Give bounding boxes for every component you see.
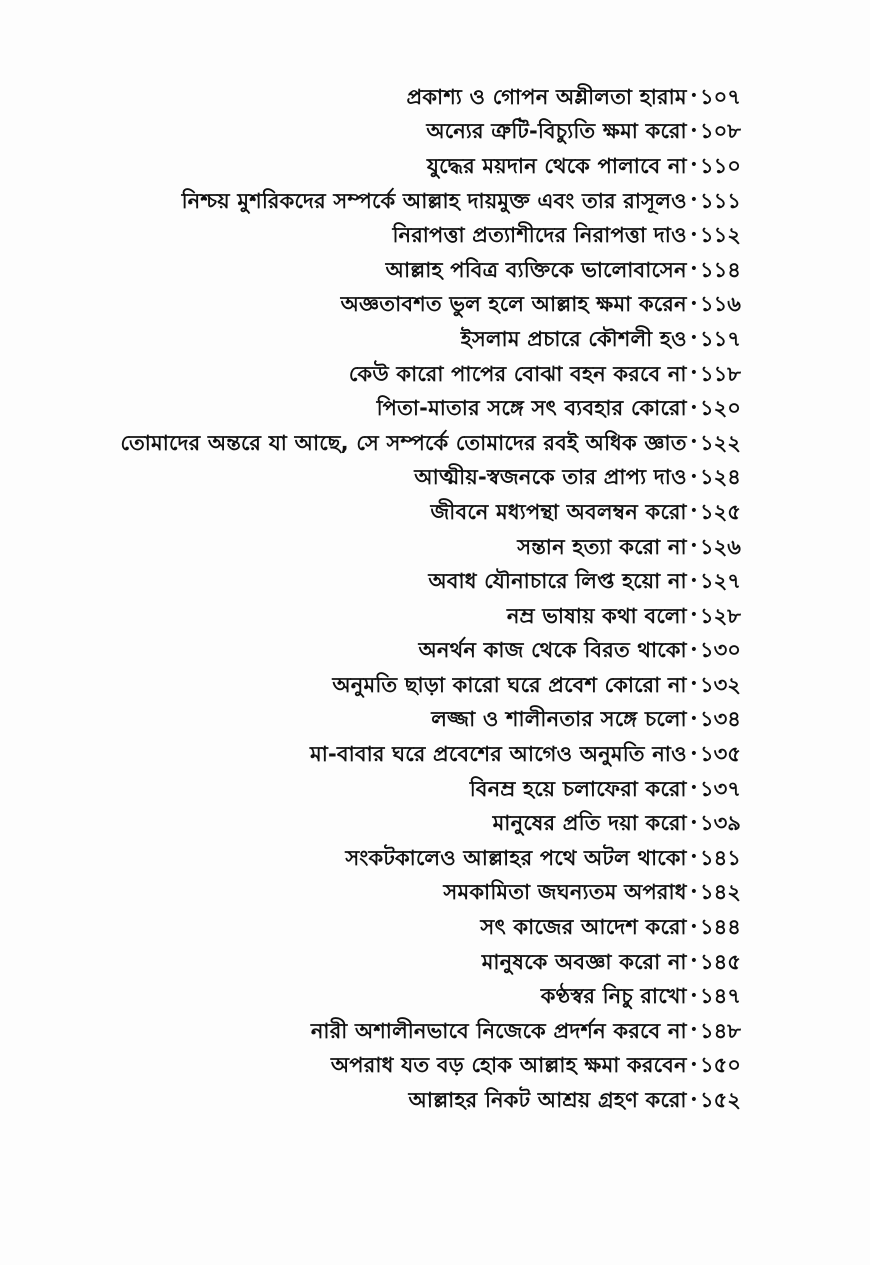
toc-entry-title: কেউ কারো পাপের বোঝা বহন করবে না (348, 361, 687, 386)
toc-bullet: • (689, 607, 698, 624)
toc-entry-title: নিরাপত্তা প্রত্যাশীদের নিরাপত্তা দাও (392, 223, 687, 248)
toc-entry-title: ইসলাম প্রচারে কৌশলী হও (460, 326, 687, 351)
toc-entry-title: কণ্ঠস্বর নিচু রাখো (540, 984, 687, 1009)
toc-entry-page-number: ১২২ (700, 430, 741, 455)
toc-entry[interactable] (40, 495, 760, 530)
toc-entry-page-number: ১১৭ (700, 326, 741, 351)
toc-bullet: • (689, 1022, 698, 1039)
toc-bullet: • (689, 883, 698, 900)
toc-entry[interactable] (40, 599, 760, 634)
toc-entry[interactable] (40, 184, 760, 219)
toc-entry[interactable] (40, 461, 760, 496)
toc-entry[interactable] (40, 1014, 760, 1049)
toc-entry-title: প্রকাশ্য ও গোপন অশ্লীলতা হারাম (406, 84, 687, 109)
toc-bullet: • (689, 503, 698, 520)
toc-entry-page-number: ১২৫ (700, 499, 741, 524)
toc-entry[interactable] (40, 979, 760, 1014)
toc-entry-page-number: ১৩৭ (700, 776, 741, 801)
toc-entry-title: আল্লাহ পবিত্র ব্যক্তিকে ভালোবাসেন (385, 257, 687, 282)
toc-entry-page-number: ১৫০ (700, 1053, 741, 1078)
toc-entry[interactable] (40, 668, 760, 703)
toc-entry-title: অনর্থন কাজ থেকে বিরত থাকো (418, 638, 687, 663)
toc-entry-title: সৎ কাজের আদেশ করো (480, 915, 687, 940)
toc-bullet: • (689, 88, 698, 105)
toc-entry[interactable] (40, 876, 760, 911)
toc-entry-title: পিতা-মাতার সঙ্গে সৎ ব্যবহার কোরো (376, 396, 687, 421)
toc-entry-page-number: ১১২ (700, 223, 741, 248)
toc-entry[interactable] (40, 945, 760, 980)
toc-entry-title: নম্র ভাষায় কথা বলো (506, 603, 687, 628)
toc-entry-title: লজ্জা ও শালীনতার সঙ্গে চলো (431, 707, 687, 732)
toc-bullet: • (689, 399, 698, 416)
toc-entry[interactable] (40, 703, 760, 738)
toc-entry-page-number: ১২৮ (700, 603, 741, 628)
toc-entry-title: অপরাধ যত বড় হোক আল্লাহ ক্ষমা করবেন (330, 1053, 687, 1078)
toc-entry[interactable] (40, 357, 760, 392)
toc-entry-page-number: ১৪২ (700, 880, 741, 905)
toc-bullet: • (689, 1091, 698, 1108)
toc-bullet: • (689, 918, 698, 935)
toc-entry-title: অজ্ঞতাবশত ভুল হলে আল্লাহ ক্ষমা করেন (340, 292, 687, 317)
toc-entry[interactable] (40, 564, 760, 599)
toc-entry-title: অনুমতি ছাড়া কারো ঘরে প্রবেশ কোরো না (332, 672, 687, 697)
toc-entry[interactable] (40, 772, 760, 807)
toc-entry-title: আল্লাহর নিকট আশ্রয় গ্রহণ করো (408, 1088, 687, 1113)
toc-bullet: • (689, 468, 698, 485)
toc-entry-page-number: ১৩০ (700, 638, 741, 663)
toc-entry[interactable] (40, 634, 760, 669)
toc-entry-title: আত্মীয়-স্বজনকে তার প্রাপ্য দাও (414, 465, 687, 490)
toc-bullet: • (689, 849, 698, 866)
toc-entry[interactable] (40, 806, 760, 841)
toc-entry-page-number: ১১১ (700, 188, 741, 213)
toc-entry-title: মা-বাবার ঘরে প্রবেশের আগেও অনুমতি নাও (310, 742, 687, 767)
toc-entry-title: সমকামিতা জঘন্যতম অপরাধ (443, 880, 687, 905)
toc-entry[interactable] (40, 426, 760, 461)
toc-entry-title: অবাধ যৌনাচারে লিপ্ত হয়ো না (428, 569, 687, 594)
toc-bullet: • (689, 157, 698, 174)
toc-entry-page-number: ১৫২ (700, 1088, 741, 1113)
toc-bullet: • (689, 330, 698, 347)
toc-entry-page-number: ১৪৮ (700, 1018, 741, 1043)
toc-entry-page-number: ১২৭ (700, 569, 741, 594)
toc-entry-page-number: ১৩২ (700, 672, 741, 697)
toc-entry[interactable] (40, 391, 760, 426)
toc-entry-title: নারী অশালীনভাবে নিজেকে প্রদর্শন করবে না (310, 1018, 687, 1043)
toc-bullet: • (689, 538, 698, 555)
toc-entry-title: যুদ্ধের ময়দান থেকে পালাবে না (426, 153, 687, 178)
toc-bullet: • (689, 365, 698, 382)
toc-bullet: • (689, 953, 698, 970)
toc-entry-page-number: ১৩৯ (700, 811, 741, 836)
toc-bullet: • (689, 295, 698, 312)
toc-entry[interactable] (40, 530, 760, 565)
toc-entry[interactable] (40, 322, 760, 357)
toc-bullet: • (689, 261, 698, 278)
toc-entry[interactable] (40, 115, 760, 150)
toc-entry[interactable] (40, 737, 760, 772)
toc-entry-page-number: ১০৮ (700, 119, 741, 144)
toc-entry-page-number: ১৪৫ (700, 949, 741, 974)
toc-entry-page-number: ১১৪ (700, 257, 741, 282)
toc-bullet: • (689, 572, 698, 589)
toc-entry-title: সন্তান হত্যা করো না (517, 534, 687, 559)
toc-bullet: • (689, 192, 698, 209)
toc-bullet: • (689, 780, 698, 797)
table-of-contents (40, 80, 760, 1118)
toc-entry-page-number: ১৩৫ (700, 742, 741, 767)
toc-entry-page-number: ১১৮ (700, 361, 741, 386)
toc-bullet: • (689, 745, 698, 762)
toc-entry-title: জীবনে মধ্যপন্থা অবলম্বন করো (430, 499, 687, 524)
toc-bullet: • (689, 814, 698, 831)
toc-entry-page-number: ১৪৭ (700, 984, 741, 1009)
toc-bullet: • (689, 434, 698, 451)
toc-entry[interactable] (40, 841, 760, 876)
toc-bullet: • (689, 641, 698, 658)
toc-entry-title: অন্যের ত্রুটি-বিচ্যুতি ক্ষমা করো (426, 119, 687, 144)
toc-entry[interactable] (40, 80, 760, 115)
toc-bullet: • (689, 226, 698, 243)
toc-entry[interactable] (40, 910, 760, 945)
toc-entry-page-number: ১১৬ (700, 292, 741, 317)
toc-entry-page-number: ১২৬ (700, 534, 741, 559)
toc-bullet: • (689, 1056, 698, 1073)
toc-entry[interactable] (40, 288, 760, 323)
toc-entry-page-number: ১২০ (700, 396, 741, 421)
toc-entry-page-number: ১৩৪ (700, 707, 741, 732)
toc-entry[interactable] (40, 218, 760, 253)
toc-bullet: • (689, 676, 698, 693)
toc-entry-page-number: ১৪১ (700, 845, 741, 870)
toc-entry-title: তোমাদের অন্তরে যা আছে, সে সম্পর্কে তোমাদের রবই অধিক জ্ঞাত (120, 430, 687, 455)
toc-entry-page-number: ১২৪ (700, 465, 741, 490)
toc-entry-title: মানুষের প্রতি দয়া করো (492, 811, 687, 836)
toc-entry[interactable] (40, 1083, 760, 1118)
toc-entry-title: বিনম্র হয়ে চলাফেরা করো (469, 776, 687, 801)
toc-entry-page-number: ১০৭ (700, 84, 741, 109)
toc-entry-page-number: ১৪৪ (700, 915, 741, 940)
toc-bullet: • (689, 987, 698, 1004)
toc-entry[interactable] (40, 149, 760, 184)
toc-entry[interactable] (40, 1049, 760, 1084)
toc-entry-page-number: ১১০ (700, 153, 741, 178)
toc-entry-title: মানুষকে অবজ্ঞা করো না (481, 949, 687, 974)
toc-entry[interactable] (40, 253, 760, 288)
toc-entry-title: নিশ্চয় মুশরিকদের সম্পর্কে আল্লাহ দায়মুক্ত এবং তার রাসূলও (181, 188, 687, 213)
toc-bullet: • (689, 122, 698, 139)
toc-entry-title: সংকটকালেও আল্লাহর পথে অটল থাকো (345, 845, 687, 870)
toc-bullet: • (689, 710, 698, 727)
